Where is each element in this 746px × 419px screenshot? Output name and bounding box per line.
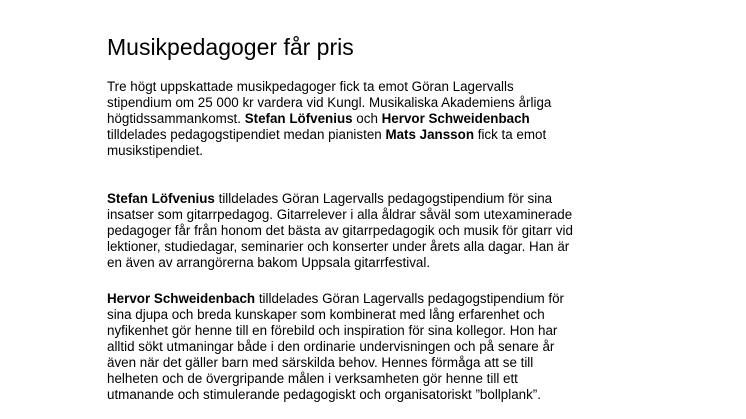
text-line bbox=[107, 95, 652, 111]
text-line bbox=[107, 323, 652, 339]
text-segment: tilldelades Göran Lagervalls pedagogstipendium för sina bbox=[214, 191, 553, 206]
text-segment: tilldelades pedagogstipendiet medan pianisten bbox=[107, 127, 386, 142]
paragraph-stefan-lofvenius bbox=[107, 191, 652, 271]
paragraph-award-intro bbox=[107, 79, 652, 159]
bold-name: Hervor Schweidenbach bbox=[381, 111, 530, 126]
text-line bbox=[107, 207, 652, 223]
text-segment: och bbox=[352, 111, 382, 126]
bold-name: Hervor Schweidenbach bbox=[107, 291, 256, 306]
text-segment: tilldelades Göran Lagervalls pedagogstipendium för bbox=[255, 291, 565, 306]
text-line bbox=[107, 79, 652, 95]
text-line bbox=[107, 339, 652, 355]
text-segment: musikstipendiet. bbox=[107, 143, 204, 158]
text-line bbox=[107, 111, 652, 127]
text-line bbox=[107, 291, 652, 307]
text-segment: även när det gäller barn med särskilda behov. Hennes förmåga att se till bbox=[107, 355, 534, 370]
text-segment: stipendium om 25 000 kr vardera vid Kungl. Musikaliska Akademiens årliga bbox=[107, 95, 552, 110]
text-line bbox=[107, 223, 652, 239]
text-segment: sina djupa och breda kunskaper som kombinerat med lång erfarenhet och bbox=[107, 307, 545, 322]
bold-name: Stefan Löfvenius bbox=[107, 191, 215, 206]
text-segment: pedagoger får från honom det bästa av gitarrpedagogik och musik för gitarr vid bbox=[107, 223, 573, 238]
text-line bbox=[107, 387, 652, 403]
text-segment: lektioner, studiedagar, seminarier och konserter under årets alla dagar. Han är bbox=[107, 239, 570, 254]
text-line bbox=[107, 143, 652, 159]
text-segment: en även av arrangörerna bakom Uppsala gitarrfestival. bbox=[107, 255, 431, 270]
text-line bbox=[107, 371, 652, 387]
text-segment: fick ta emot bbox=[474, 127, 547, 142]
bold-name: Stefan Löfvenius bbox=[244, 111, 353, 126]
text-line bbox=[107, 191, 652, 207]
text-line bbox=[107, 355, 652, 371]
text-segment: nyfikenhet gör henne till en förebild och inspiration för sina kollegor. Hon har bbox=[107, 323, 558, 338]
document-title: Musikpedagoger får pris bbox=[107, 34, 354, 60]
text-segment: helheten och de övergripande målen i verksamheten gör henne till ett bbox=[107, 371, 518, 386]
text-segment: alltid sökt utmaningar både i den ordinarie undervisningen och på senare år bbox=[107, 339, 555, 354]
text-line bbox=[107, 307, 652, 323]
text-segment: Tre högt uppskattade musikpedagoger fick ta emot Göran Lagervalls bbox=[107, 79, 514, 94]
text-segment: insatser som gitarrpedagog. Gitarrelever i alla åldrar såväl som utexaminerade bbox=[107, 207, 573, 222]
paragraph-hervor-schweidenbach bbox=[107, 291, 652, 403]
text-line bbox=[107, 239, 652, 255]
text-segment: högtidssammankomst. bbox=[107, 111, 245, 126]
bold-name: Mats Jansson bbox=[385, 127, 474, 142]
text-segment: utmanande och stimulerande pedagogiskt och organisatoriskt ”bollplank”. bbox=[107, 387, 541, 402]
text-line bbox=[107, 255, 652, 271]
text-line bbox=[107, 127, 652, 143]
